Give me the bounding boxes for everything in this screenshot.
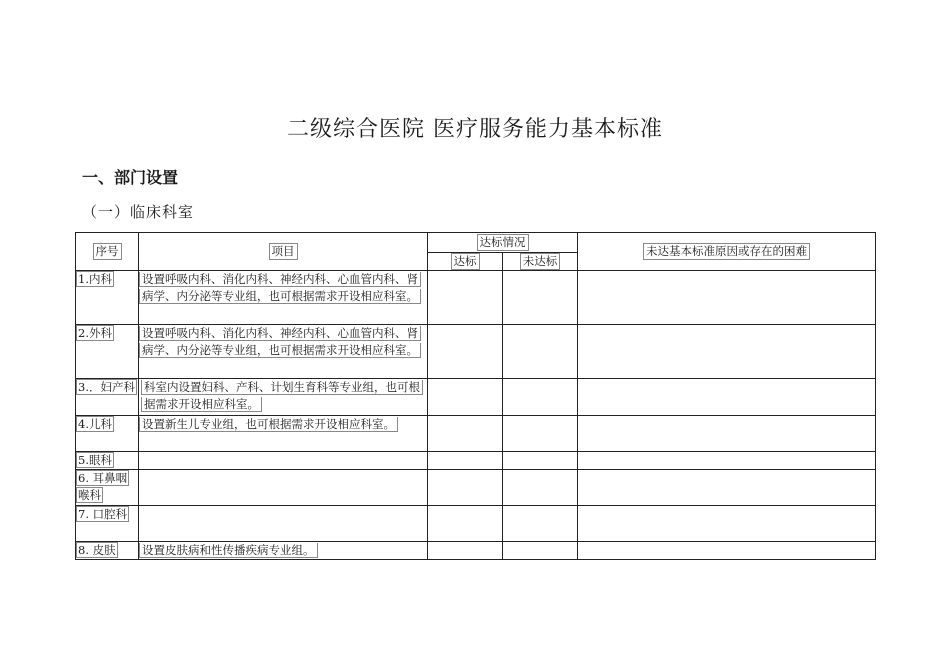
row-reason-cell — [578, 506, 876, 542]
row-number — [76, 379, 139, 416]
row-item-text: 设置呼吸内科、消化内科、神经内科、心血管内科、肾病学、内分泌等专业组，也可根据需求开设相应科室。 — [139, 326, 421, 358]
row-item — [139, 379, 428, 416]
row-reason-cell — [578, 452, 876, 470]
row-item-text: 设置新生儿专业组，也可根据需求开设相应科室。 — [139, 417, 398, 432]
row-item — [139, 452, 428, 470]
header-item-label: 项目 — [269, 243, 298, 260]
header-met — [428, 253, 503, 271]
header-unmet-label: 未达标 — [520, 253, 561, 270]
row-reason-cell — [578, 271, 876, 325]
header-status — [428, 233, 578, 253]
row-number — [76, 470, 139, 506]
row-number-label: 6. 耳鼻咽喉科 — [78, 471, 128, 502]
header-seq-label: 序号 — [93, 243, 122, 260]
row-item — [139, 271, 428, 325]
row-number-label: 5.眼科 — [78, 453, 112, 467]
row-met-cell — [428, 506, 503, 542]
table-row — [76, 452, 876, 470]
row-unmet-cell — [503, 506, 578, 542]
row-item-text: 科室内设置妇科、产科、计划生育科等专业组，也可根据需求开设相应科室。 — [141, 380, 423, 412]
row-met-cell — [428, 271, 503, 325]
standards-table — [75, 232, 876, 560]
row-met-cell — [428, 416, 503, 452]
row-unmet-cell — [503, 325, 578, 379]
table-row — [76, 416, 876, 452]
row-met-cell — [428, 325, 503, 379]
row-reason-cell — [578, 379, 876, 416]
row-unmet-cell — [503, 470, 578, 506]
row-unmet-cell — [503, 416, 578, 452]
row-number — [76, 416, 139, 452]
row-item — [139, 416, 428, 452]
header-item — [139, 233, 428, 271]
document-title: 二级综合医院 医疗服务能力基本标准 — [287, 117, 663, 142]
header-met-label: 达标 — [451, 253, 480, 270]
header-status-label: 达标情况 — [477, 234, 529, 251]
row-number — [76, 506, 139, 542]
table-row — [76, 271, 876, 325]
table-row — [76, 470, 876, 506]
row-reason-cell — [578, 325, 876, 379]
row-unmet-cell — [503, 379, 578, 416]
row-unmet-cell — [503, 452, 578, 470]
row-number-label: 8. 皮肤 — [78, 543, 116, 557]
sub-heading: （一）临床科室 — [82, 203, 195, 221]
row-item — [139, 542, 428, 560]
row-item-text: 设置皮肤病和性传播疾病专业组。 — [139, 543, 318, 558]
header-reason — [578, 233, 876, 271]
row-item — [139, 506, 428, 542]
row-number — [76, 542, 139, 560]
row-met-cell — [428, 542, 503, 560]
row-number — [76, 325, 139, 379]
table-row — [76, 325, 876, 379]
row-number-label: 7. 口腔科 — [78, 507, 128, 521]
row-unmet-cell — [503, 542, 578, 560]
table-row — [76, 542, 876, 560]
section-heading: 一、部门设置 — [82, 168, 179, 187]
row-reason-cell — [578, 542, 876, 560]
row-met-cell — [428, 379, 503, 416]
row-item-text: 设置呼吸内科、消化内科、神经内科、心血管内科、肾病学、内分泌等专业组，也可根据需求开设相应科室。 — [139, 272, 421, 304]
header-reason-label: 未达基本标准原因或存在的困难 — [643, 243, 810, 260]
row-number-label: 1.内科 — [78, 272, 112, 286]
row-reason-cell — [578, 416, 876, 452]
row-number-label: 3.．妇产科 — [78, 380, 135, 394]
table-row — [76, 379, 876, 416]
row-number-label: 2.外科 — [78, 326, 112, 340]
table-row — [76, 506, 876, 542]
row-met-cell — [428, 470, 503, 506]
header-unmet — [503, 253, 578, 271]
row-number — [76, 271, 139, 325]
row-number-label: 4.儿科 — [78, 417, 112, 431]
row-met-cell — [428, 452, 503, 470]
row-reason-cell — [578, 470, 876, 506]
row-unmet-cell — [503, 271, 578, 325]
header-seq — [76, 233, 139, 271]
row-item — [139, 325, 428, 379]
row-number — [76, 452, 139, 470]
row-item — [139, 470, 428, 506]
